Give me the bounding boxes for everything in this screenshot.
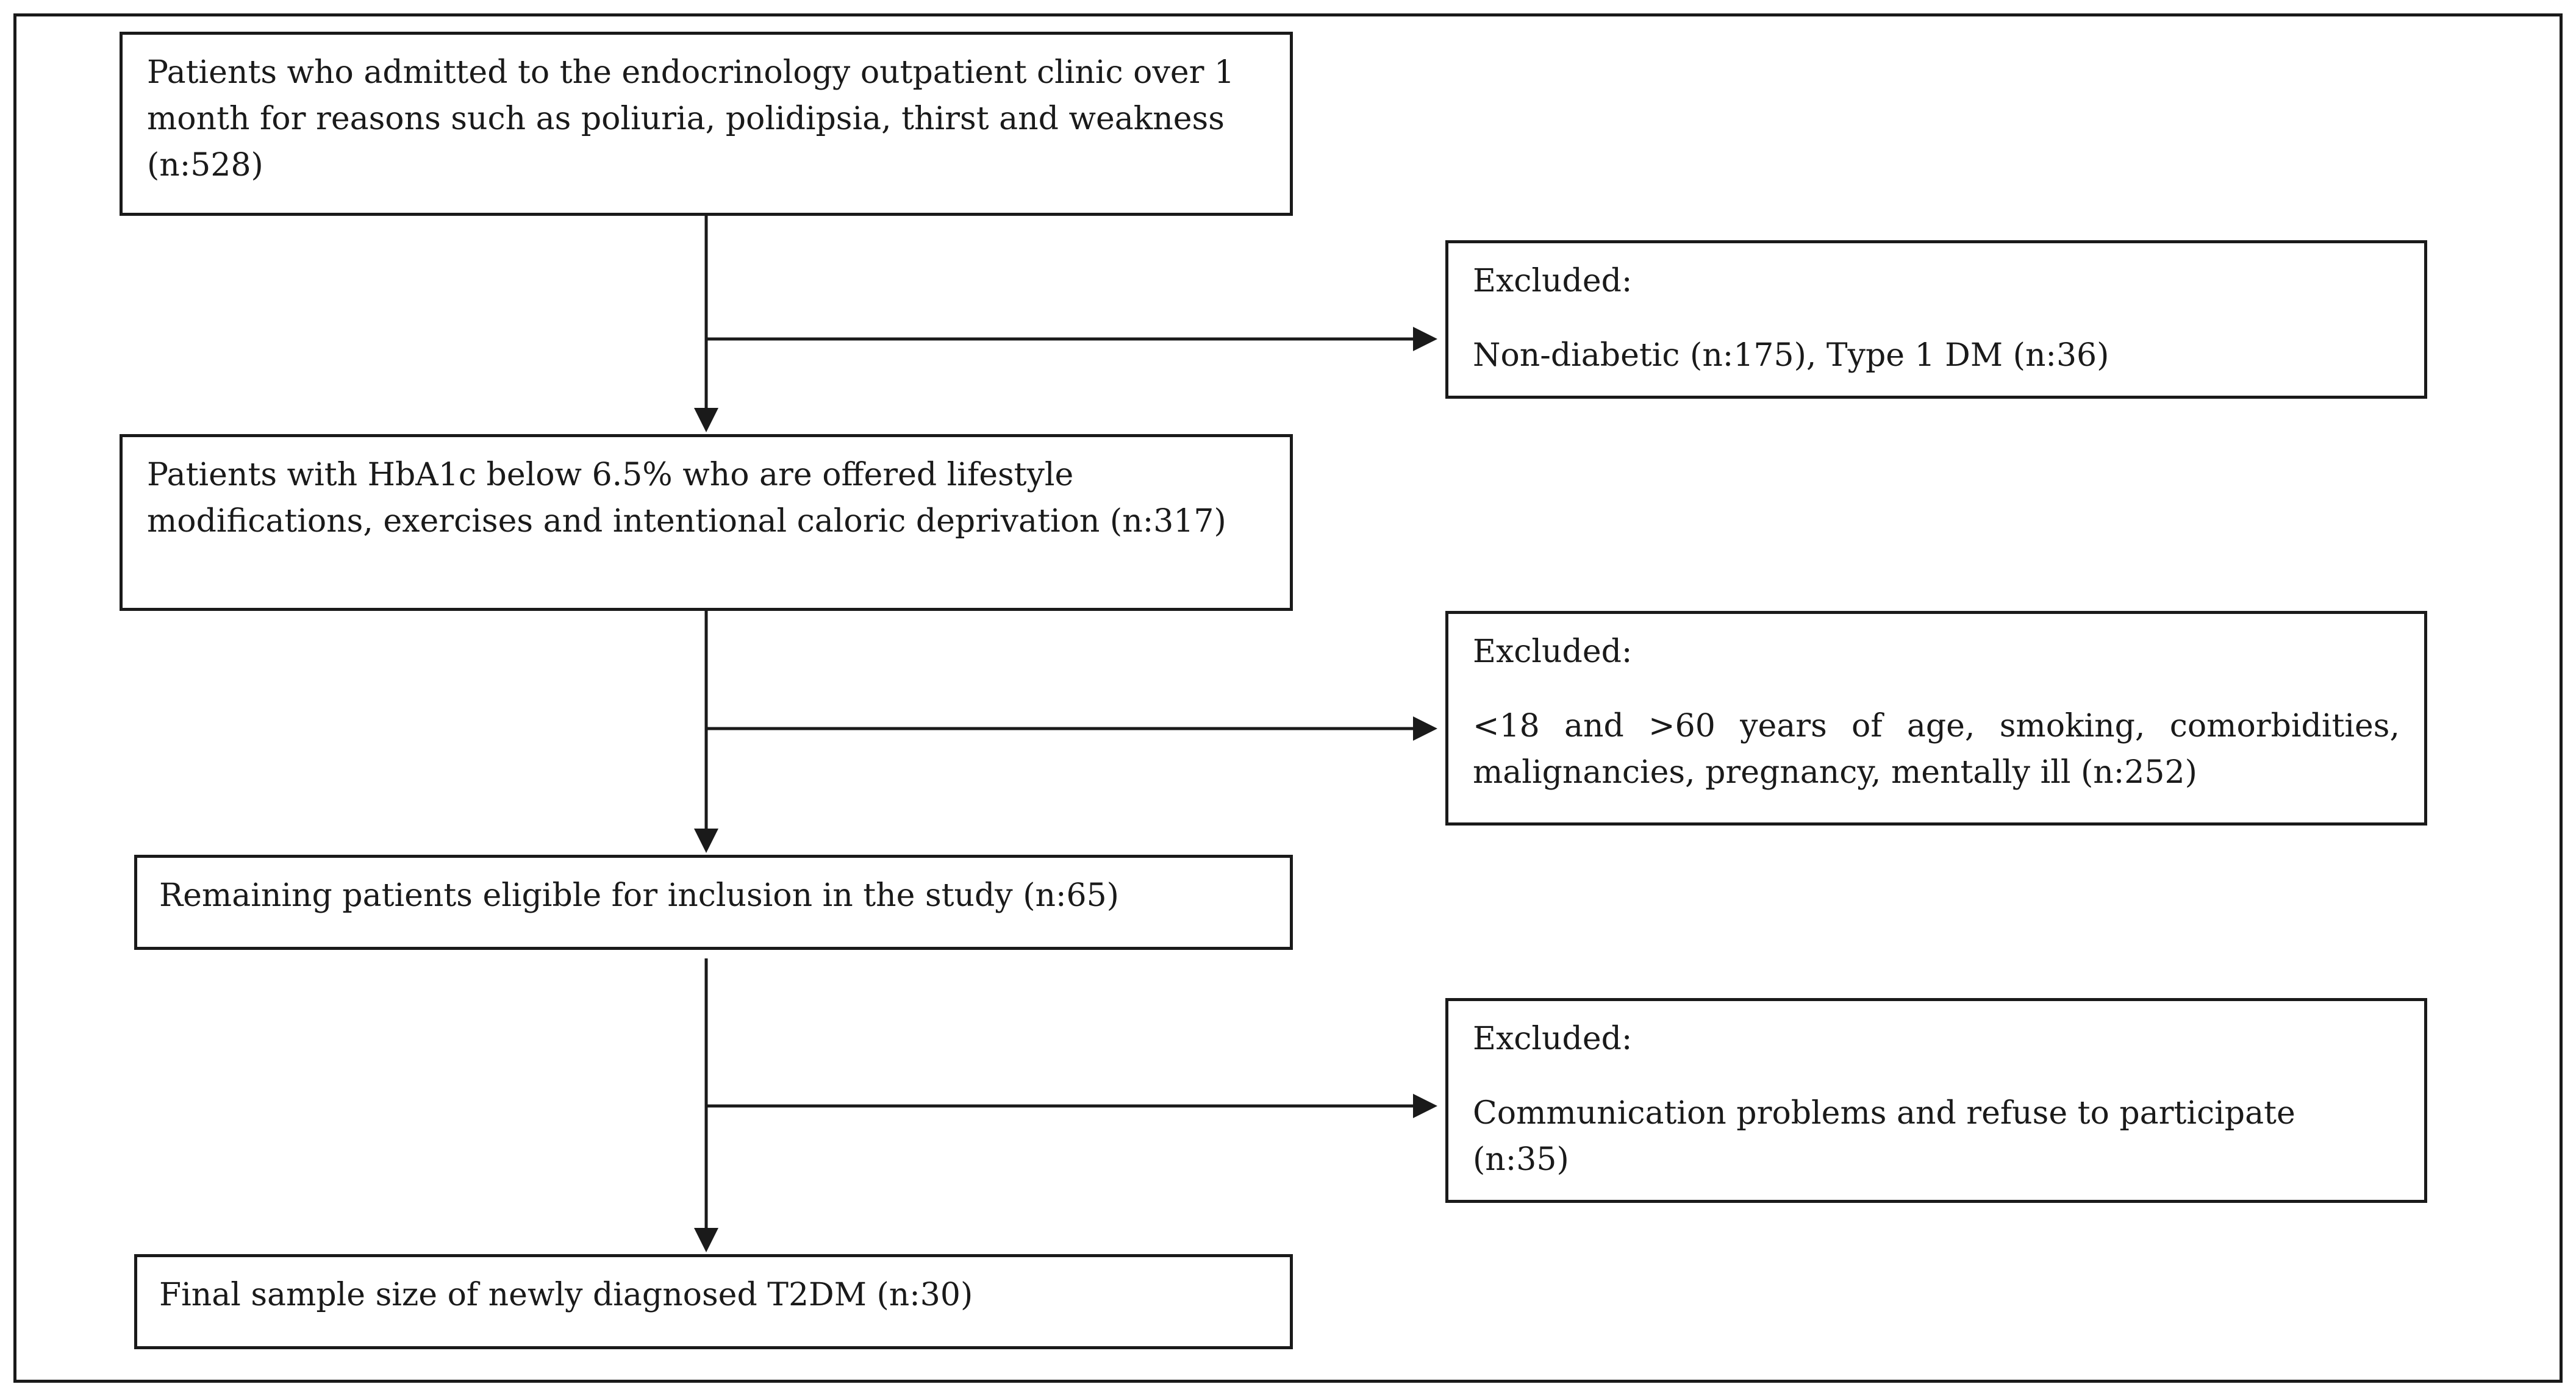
flow-step-1-text: Patients who admitted to the endocrinology outpatient clinic over 1 month for reasons such as poliuria, polidipsia, thirst and weakness (n:528): [147, 54, 1235, 184]
flow-step-3-text: Remaining patients eligible for inclusion in the study (n:65): [159, 877, 1119, 914]
flow-step-3-box: [134, 855, 1293, 950]
flow-step-2-text: Patients with HbA1c below 6.5% who are offered lifestyle modifications, exercises and intentional caloric deprivation (n:317): [147, 457, 1226, 540]
exclusion-2-title: Excluded:: [1473, 633, 1633, 670]
exclusion-1-title: Excluded:: [1473, 263, 1633, 299]
exclusion-2-text: <18 and >60 years of age, smoking, comorbidities, malignancies, pregnancy, mentally ill (n:252): [1473, 708, 2400, 791]
flow-step-2-box: [120, 434, 1293, 611]
exclusion-box-2: [1445, 611, 2427, 826]
exclusion-box-3: [1445, 998, 2427, 1203]
flow-step-4-text: Final sample size of newly diagnosed T2DM (n:30): [159, 1277, 973, 1313]
exclusion-1-text: Non-diabetic (n:175), Type 1 DM (n:36): [1473, 337, 2109, 374]
exclusion-3-title: Excluded:: [1473, 1021, 1633, 1057]
flow-step-1-box: [120, 32, 1293, 216]
flow-step-4-box: [134, 1254, 1293, 1349]
exclusion-3-text: Communication problems and refuse to participate (n:35): [1473, 1095, 2295, 1178]
exclusion-box-1: [1445, 240, 2427, 399]
